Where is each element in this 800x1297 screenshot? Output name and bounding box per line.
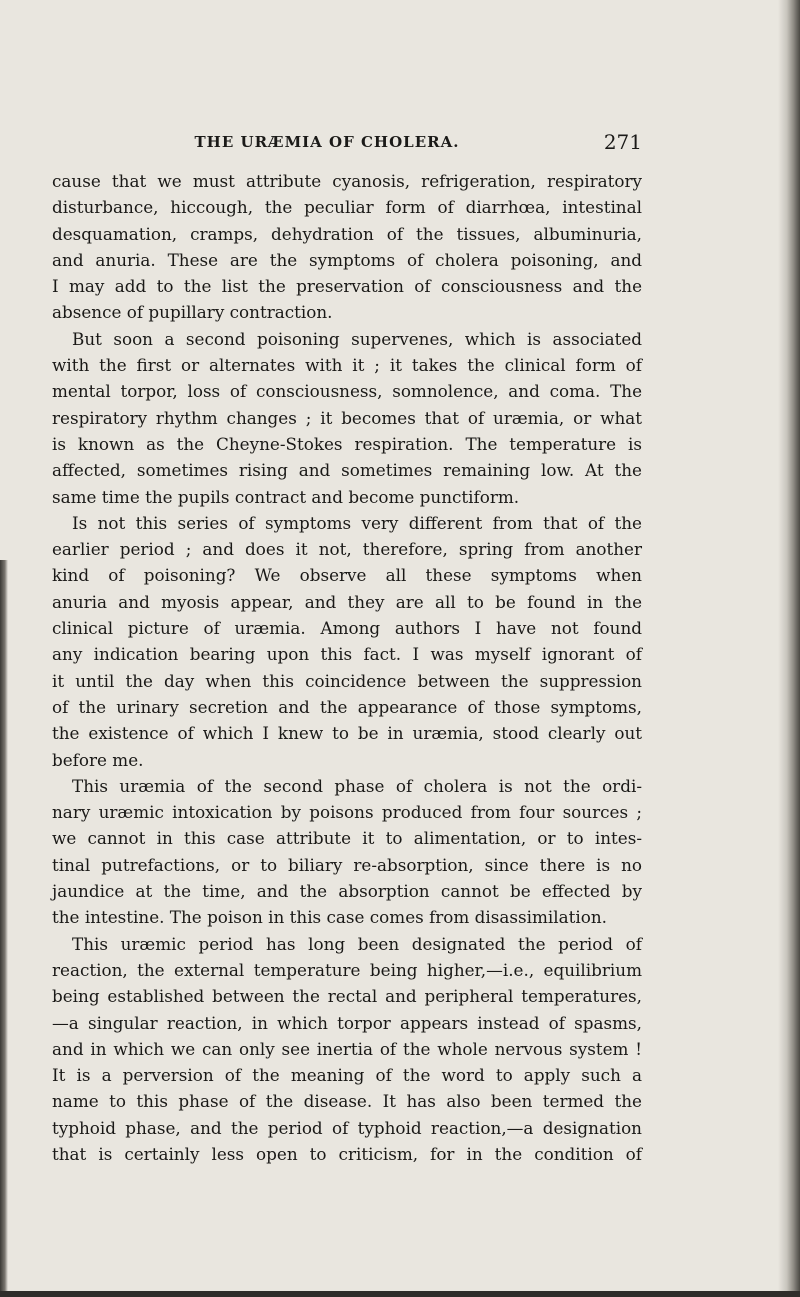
body-text xyxy=(52,168,642,1167)
text-line: respiratory rhythm changes ; it becomes that of uræmia, or what xyxy=(52,407,642,428)
text-line: any indication bearing upon this fact. I was myself ignorant of xyxy=(52,644,642,665)
text-line: It is a perversion of the meaning of the word to apply such a xyxy=(52,1065,642,1086)
text-line: and in which we can only see inertia of the whole nervous system ! xyxy=(52,1038,642,1059)
text-line: Is not this series of symptoms very different from that of the xyxy=(72,512,642,533)
text-line: earlier period ; and does it not, therefore, spring from another xyxy=(52,539,642,560)
text-line: tinal putrefactions, or to biliary re-absorption, since there is no xyxy=(52,854,642,875)
text-line: I may add to the list the preservation of consciousness and the xyxy=(52,276,642,297)
text-line: it until the day when this coincidence between the suppression xyxy=(52,670,642,691)
text-line: This uræmic period has long been designated the period of xyxy=(72,933,642,954)
text-line: with the first or alternates with it ; it takes the clinical form of xyxy=(52,355,642,376)
text-line: This uræmia of the second phase of cholera is not the ordi- xyxy=(72,775,642,796)
text-line: But soon a second poisoning supervenes, which is associated xyxy=(72,328,642,349)
text-line: disturbance, hiccough, the peculiar form of diarrhœa, intestinal xyxy=(52,197,642,218)
text-line: name to this phase of the disease. It has also been termed the xyxy=(52,1091,642,1112)
text-line: reaction, the external temperature being higher,—i.e., equilibrium xyxy=(52,959,642,980)
running-header xyxy=(52,130,642,157)
text-line: same time the pupils contract and become punctiform. xyxy=(52,486,520,507)
running-title: THE URÆMIA OF CHOLERA. xyxy=(194,133,460,151)
text-line: is known as the Cheyne-Stokes respiration. The temperature is xyxy=(52,433,642,454)
page-edge xyxy=(778,0,800,1297)
text-line: and anuria. These are the symptoms of cholera poisoning, and xyxy=(52,249,642,270)
text-line: absence of pupillary contraction. xyxy=(52,302,333,323)
text-line: nary uræmic intoxication by poisons produced from four sources ; xyxy=(52,802,642,823)
text-line: desquamation, cramps, dehydration of the tissues, albuminuria, xyxy=(52,223,642,244)
text-line: before me. xyxy=(52,749,144,770)
page-number: 271 xyxy=(603,130,642,154)
text-line: mental torpor, loss of consciousness, somnolence, and coma. The xyxy=(52,381,642,402)
text-line: the existence of which I knew to be in uræmia, stood clearly out xyxy=(52,723,642,744)
text-line: that is certainly less open to criticism, for in the condition of xyxy=(52,1143,642,1164)
text-line: the intestine. The poison in this case comes from disassimilation. xyxy=(52,907,607,928)
text-line: being established between the rectal and peripheral temperatures, xyxy=(52,986,642,1007)
text-line: typhoid phase, and the period of typhoid reaction,—a designation xyxy=(52,1117,642,1138)
text-line: of the urinary secretion and the appearance of those symptoms, xyxy=(52,696,642,717)
text-line: clinical picture of uræmia. Among authors I have not found xyxy=(52,618,642,639)
text-line: kind of poisoning? We observe all these symptoms when xyxy=(52,565,642,586)
page-gutter-shadow xyxy=(0,560,8,1297)
text-line: anuria and myosis appear, and they are all to be found in the xyxy=(52,591,642,612)
text-line: we cannot in this case attribute it to alimentation, or to intes- xyxy=(52,828,642,849)
page-bottom-edge xyxy=(0,1291,800,1297)
text-line: —a singular reaction, in which torpor appears instead of spasms, xyxy=(52,1012,642,1033)
text-line: jaundice at the time, and the absorption cannot be effected by xyxy=(52,881,642,902)
text-line: affected, sometimes rising and sometimes remaining low. At the xyxy=(52,460,642,481)
text-line: cause that we must attribute cyanosis, refrigeration, respiratory xyxy=(52,171,642,191)
